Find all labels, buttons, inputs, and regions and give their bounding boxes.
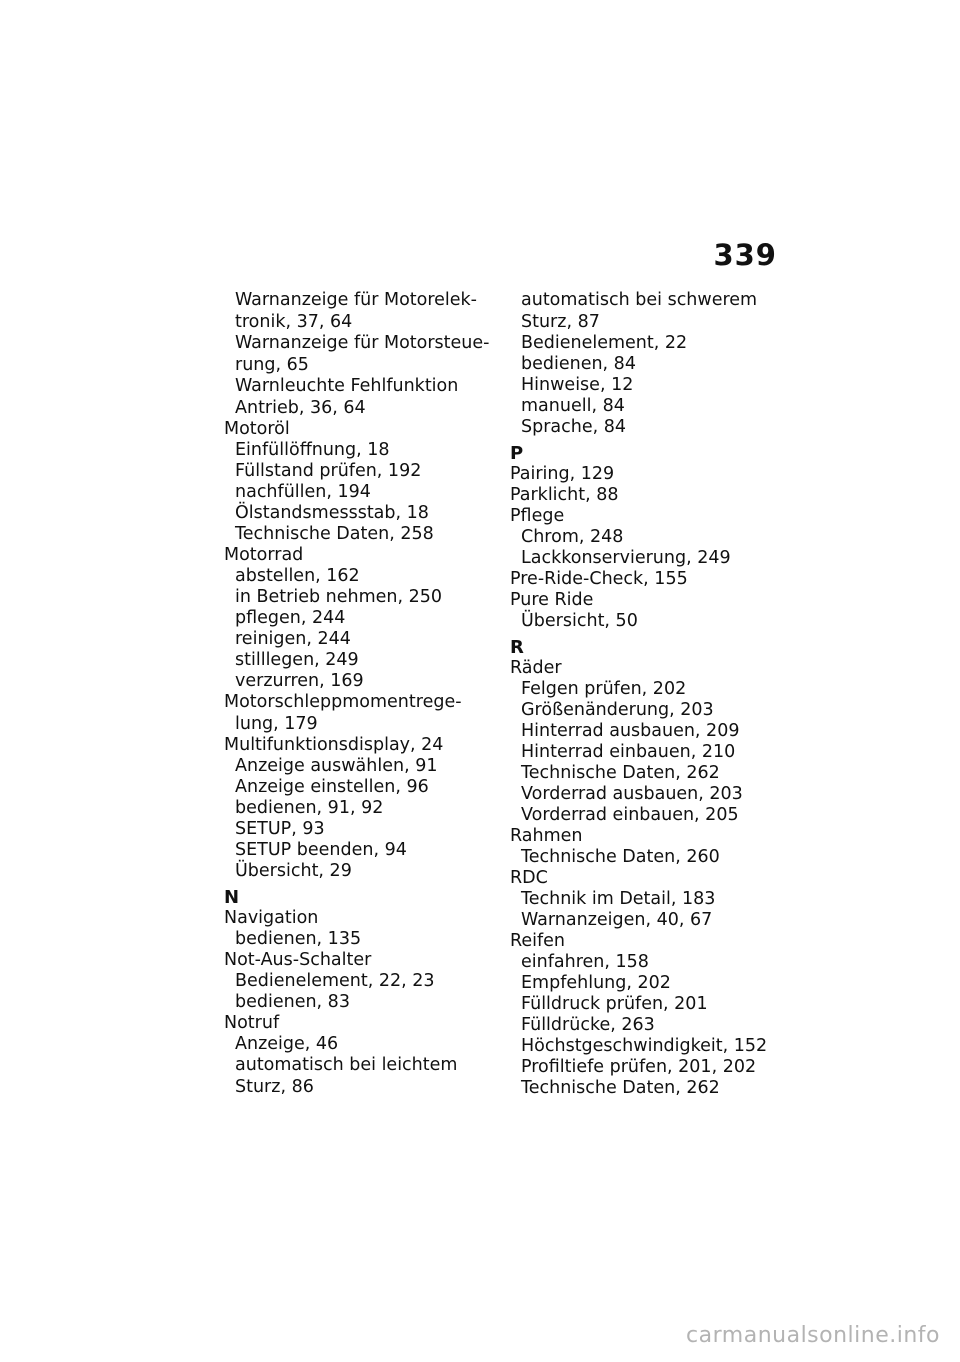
index-subentry: manuell, 84 (521, 396, 625, 416)
index-subentry: reinigen, 244 (235, 629, 351, 649)
index-subentry: Profiltiefe prüfen, 201, 202 (521, 1057, 757, 1077)
index-subentry: Warnanzeige für Motorsteue- (235, 333, 490, 353)
index-subentry: einfahren, 158 (521, 952, 649, 972)
index-subentry: verzurren, 169 (235, 671, 364, 691)
index-subentry: lung, 179 (235, 714, 318, 734)
index-subentry: Lackkonservierung, 249 (521, 548, 731, 568)
index-subentry: Hinweise, 12 (521, 375, 634, 395)
index-subentry: Höchstgeschwindigkeit, 152 (521, 1036, 768, 1056)
index-subentry: bedienen, 91, 92 (235, 798, 384, 818)
index-subentry: Antrieb, 36, 64 (235, 398, 366, 418)
section-letter: P (510, 443, 524, 464)
index-column-left (224, 290, 514, 1098)
index-subentry: Anzeige, 46 (235, 1034, 339, 1054)
index-subentry: tronik, 37, 64 (235, 312, 353, 332)
index-entry: Pairing, 129 (510, 464, 615, 484)
index-subentry: Größenänderung, 203 (521, 700, 714, 720)
index-subentry: Sturz, 87 (521, 312, 600, 332)
index-subentry: Anzeige einstellen, 96 (235, 777, 429, 797)
index-subentry: stilllegen, 249 (235, 650, 359, 670)
index-entry: Räder (510, 658, 562, 678)
index-subentry: Anzeige auswählen, 91 (235, 756, 438, 776)
index-entry: Not-Aus-Schalter (224, 950, 372, 970)
index-subentry: abstellen, 162 (235, 566, 360, 586)
index-subentry: Sturz, 86 (235, 1077, 314, 1097)
index-subentry: Hinterrad einbauen, 210 (521, 742, 736, 762)
index-subentry: Übersicht, 50 (521, 611, 638, 631)
section-letter: N (224, 887, 240, 908)
index-subentry: Warnanzeigen, 40, 67 (521, 910, 713, 930)
index-subentry: Technische Daten, 262 (521, 1078, 720, 1098)
index-subentry: Bedienelement, 22 (521, 333, 688, 353)
index-subentry: Fülldrücke, 263 (521, 1015, 655, 1035)
index-subentry: bedienen, 83 (235, 992, 350, 1012)
index-subentry: bedienen, 135 (235, 929, 362, 949)
index-entry: Parklicht, 88 (510, 485, 619, 505)
index-subentry: Felgen prüfen, 202 (521, 679, 687, 699)
index-subentry: rung, 65 (235, 355, 309, 375)
index-subentry: SETUP, 93 (235, 819, 325, 839)
index-subentry: Bedienelement, 22, 23 (235, 971, 435, 991)
section-letter: R (510, 637, 524, 658)
index-entry: Motorrad (224, 545, 304, 565)
index-subentry: Vorderrad ausbauen, 203 (521, 784, 743, 804)
index-subentry: Technische Daten, 258 (235, 524, 434, 544)
index-subentry: Füllstand prüfen, 192 (235, 461, 422, 481)
index-subentry: Ölstandsmessstab, 18 (235, 503, 429, 523)
index-subentry: Technik im Detail, 183 (521, 889, 716, 909)
index-subentry: SETUP beenden, 94 (235, 840, 407, 860)
index-entry: Pflege (510, 506, 565, 526)
index-subentry: Technische Daten, 262 (521, 763, 720, 783)
index-subentry: Empfehlung, 202 (521, 973, 671, 993)
index-subentry: Übersicht, 29 (235, 861, 352, 881)
index-subentry: Vorderrad einbauen, 205 (521, 805, 739, 825)
page-number: 339 (713, 238, 777, 272)
index-entry: Motoröl (224, 419, 290, 439)
index-subentry: Einfüllöffnung, 18 (235, 440, 390, 460)
index-subentry: nachfüllen, 194 (235, 482, 371, 502)
index-subentry: automatisch bei leichtem (235, 1055, 458, 1075)
index-entry: RDC (510, 868, 548, 888)
index-entry: Rahmen (510, 826, 583, 846)
index-subentry: Warnleuchte Fehlfunktion (235, 376, 459, 396)
index-subentry: bedienen, 84 (521, 354, 636, 374)
index-subentry: Technische Daten, 260 (521, 847, 720, 867)
index-column-right (510, 290, 800, 1099)
index-subentry: Fülldruck prüfen, 201 (521, 994, 708, 1014)
index-subentry: automatisch bei schwerem (521, 290, 758, 310)
index-entry: Pre-Ride-Check, 155 (510, 569, 688, 589)
index-entry: Reifen (510, 931, 566, 951)
index-entry: Navigation (224, 908, 319, 928)
index-subentry: in Betrieb nehmen, 250 (235, 587, 443, 607)
index-subentry: Chrom, 248 (521, 527, 624, 547)
index-subentry: Sprache, 84 (521, 417, 627, 437)
index-entry: Motorschleppmomentrege- (224, 692, 462, 712)
watermark: carmanualsonline.info (686, 1323, 940, 1348)
index-subentry: Warnanzeige für Motorelek- (235, 290, 477, 310)
index-entry: Multifunktionsdisplay, 24 (224, 735, 444, 755)
index-entry: Pure Ride (510, 590, 594, 610)
index-subentry: pflegen, 244 (235, 608, 346, 628)
index-subentry: Hinterrad ausbauen, 209 (521, 721, 740, 741)
index-entry: Notruf (224, 1013, 280, 1033)
